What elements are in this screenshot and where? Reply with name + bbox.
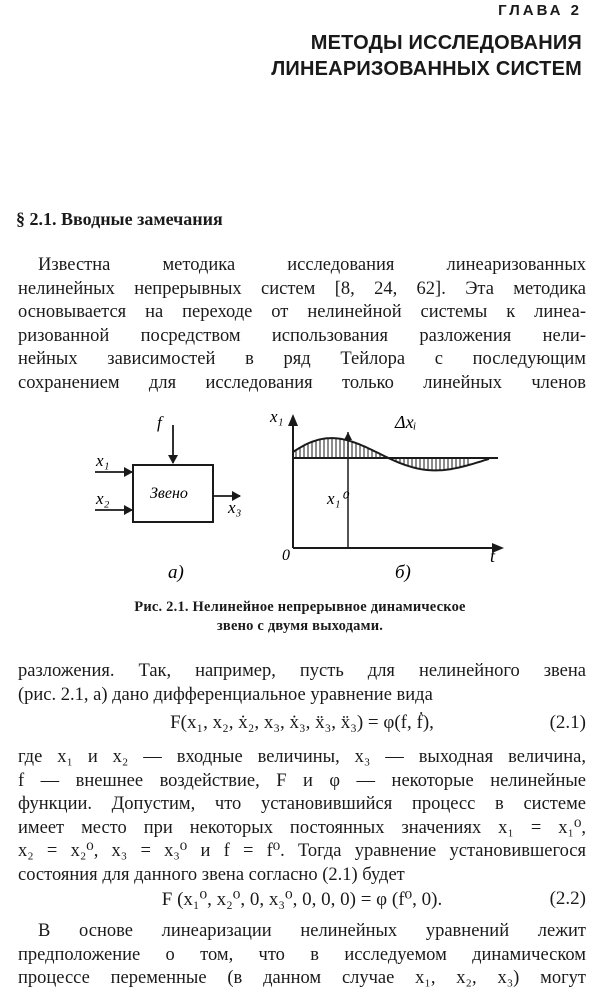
body-paragraph-3: [18, 920, 586, 991]
y-axis-label: x₁: [270, 407, 284, 426]
input2-arrowhead: [124, 505, 133, 515]
t-axis-label: t: [490, 546, 496, 566]
panel-a-tag: а): [168, 562, 184, 583]
text-line: основывается на переходе от нелинейной системы к линеа-: [18, 302, 586, 322]
output-label: x₃: [228, 498, 242, 517]
text-line: Известна методика исследования линеаризованных: [38, 255, 586, 275]
text-line: нейных зависимостей в ряд Тейлора с последующим: [18, 349, 586, 369]
text-line: функции. Допустим, что установившийся процесс в системе: [18, 794, 586, 814]
text-line: процессе переменные (в данном случае x₁, x₂, x₃) могут: [18, 968, 586, 988]
text-line: где x₁ и x₂ — входные величины, x₃ — выходная величина,: [18, 747, 586, 767]
disturbance-arrowhead: [168, 455, 178, 464]
body-paragraph-2: [18, 746, 586, 887]
section-heading: § 2.1. Вводные замечания: [16, 209, 223, 229]
panel-a-diagram: [95, 413, 242, 583]
caption-line-1: Рис. 2.1. Нелинейное непрерывное динамическое: [134, 599, 466, 615]
input1-arrowhead: [124, 467, 133, 477]
text-line: разложения. Так, например, пусть для нелинейного звена: [18, 661, 586, 681]
chapter-title-line-2: ЛИНЕАРИЗОВАННЫХ СИСТЕМ: [271, 58, 582, 80]
equation-2-1: [18, 712, 586, 738]
block-label: Звено: [150, 485, 188, 502]
text-line: ризованной посредством использования разложения нели-: [18, 325, 586, 346]
equation-2-2: [18, 888, 586, 914]
text-line: f — внешнее воздействие, F и φ — некоторые нелинейные: [18, 770, 586, 791]
level-label: x₁⁰: [327, 489, 348, 508]
origin-label: 0: [282, 547, 290, 564]
equation-number: (2.1): [549, 712, 586, 733]
figure-2-1: [0, 400, 600, 595]
chapter-label: ГЛАВА 2: [498, 2, 582, 19]
text-line: состояния для данного звена согласно (2.1) будет: [18, 864, 405, 885]
text-line: имеет место при некоторых постоянных значениях x₁ = x₁⁰,: [18, 817, 586, 838]
panel-b-plot: [269, 407, 504, 583]
input1-label: x₁: [96, 451, 110, 470]
level-marker-arrowhead: [344, 432, 352, 440]
panel-b-tag: б): [395, 562, 411, 583]
text-line: нелинейных непрерывных систем [8, 24, 62]. Эта методика: [18, 278, 586, 299]
text-line: В основе линеаризации нелинейных уравнений лежит: [38, 921, 586, 941]
delta-label: Δxᵢ: [395, 412, 417, 432]
equation-number: (2.2): [549, 888, 586, 909]
chapter-title: [162, 30, 582, 82]
body-paragraph-1: [18, 660, 586, 707]
intro-paragraph: [18, 254, 586, 395]
equation-formula: F (x₁⁰, x₂⁰, 0, x₃⁰, 0, 0, 0) = φ (f⁰, 0).: [161, 889, 443, 910]
y-axis-arrowhead: [288, 414, 298, 426]
text-line: x₂ = x₂⁰, x₃ = x₃⁰ и f = f⁰. Тогда уравнение установившегося: [18, 841, 586, 861]
caption-line-2: звено с двумя выходами.: [216, 618, 384, 634]
disturbance-label: f: [157, 413, 162, 432]
text-line: сохранением для исследования только линейных членов: [18, 372, 586, 393]
input2-label: x₂: [96, 489, 110, 508]
equation-formula: F(x₁, x₂, ẋ₂, x₃, ẋ₃, ẍ₃, ẍ₃) = φ(f, ḟ),: [170, 712, 434, 733]
figure-caption: [60, 598, 540, 636]
chapter-title-line-1: МЕТОДЫ ИССЛЕДОВАНИЯ: [310, 32, 582, 54]
text-line: предположение о том, что в исследуемом динамическом: [18, 944, 586, 965]
text-line: (рис. 2.1, а) дано дифференциальное уравнение вида: [18, 684, 433, 705]
